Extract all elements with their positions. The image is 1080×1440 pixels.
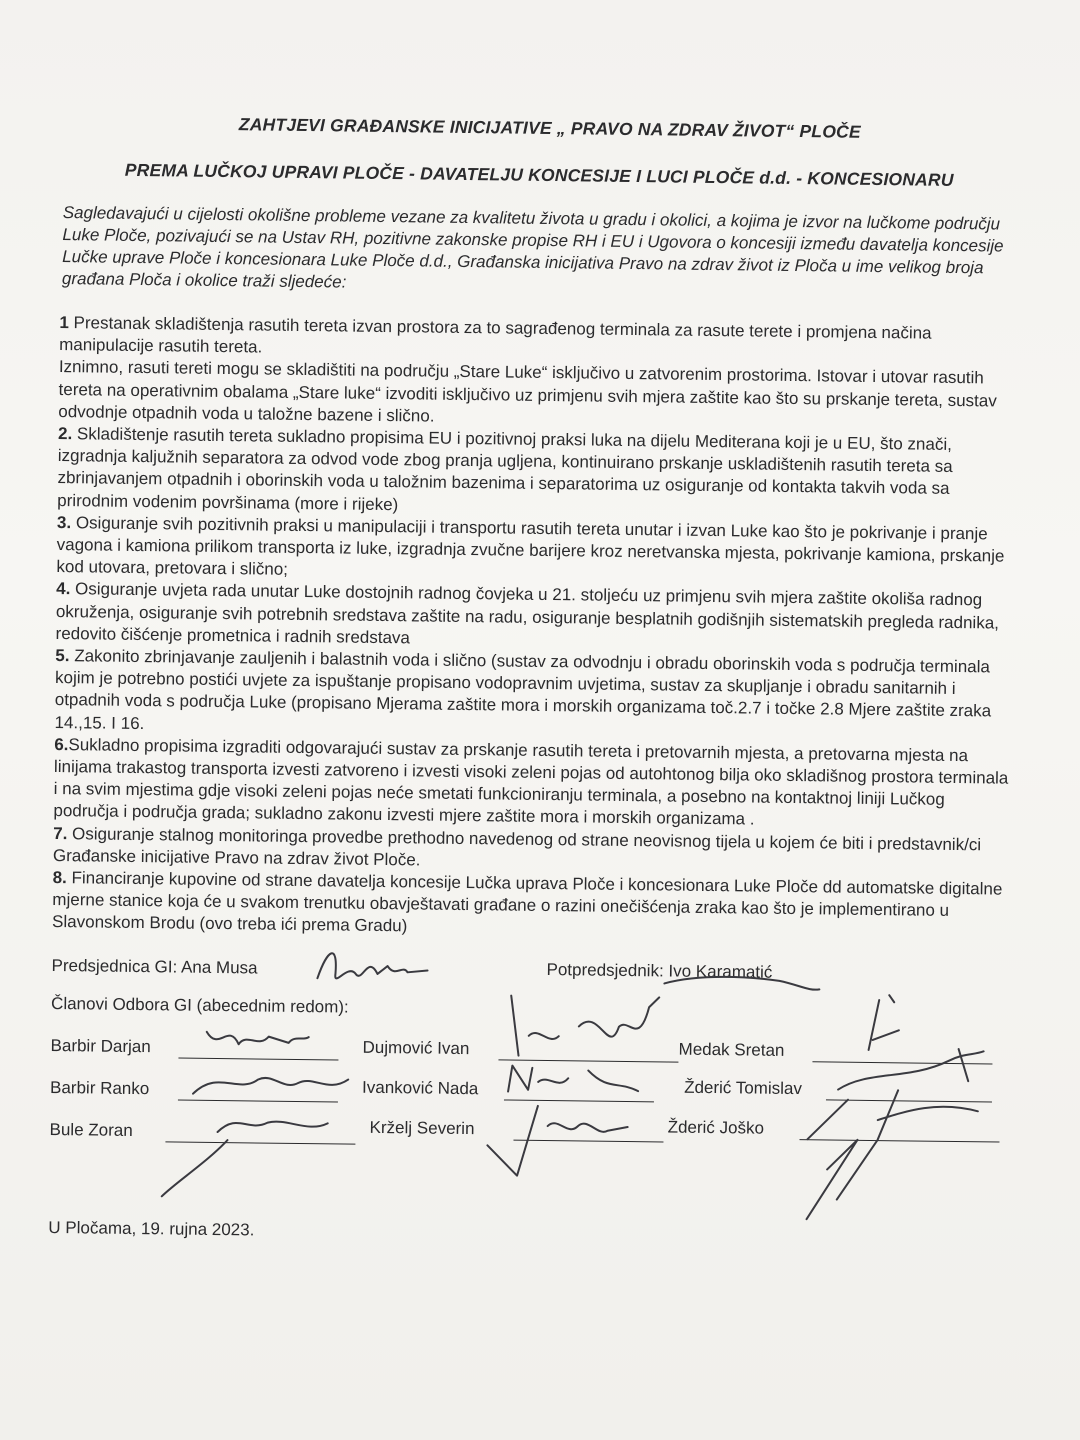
- demand-text: Osiguranje stalnog monitoringa provedbe prethodno navedenog od strane neovisnog tijela u kojem će biti i predstavnik/ci Građanske inicijative Pravo na zdrav život Ploče.: [52, 823, 982, 870]
- member-name: Dujmović Ivan: [362, 1037, 470, 1058]
- demand-item: [53, 734, 1012, 835]
- member-name: Bule Zoran: [49, 1119, 133, 1140]
- vice-president-signature: [659, 965, 829, 997]
- demand-item: [56, 512, 1015, 590]
- demand-number: 8.: [52, 868, 67, 888]
- member-signature: [766, 1078, 998, 1231]
- demand-item: [54, 645, 1013, 746]
- intro-paragraph: Sagledavajući u cijelosti okolišne probleme vezane za kvalitetu života u gradu i okolici, a kojima je izvor na lučkome području Luke Ploče, pozivajući se na Ustav RH, pozitivne zakonske propise RH i EU i Ugovora o koncesiji između davatelja koncesije Lučke uprave Ploče i koncesionara Luke Ploče d.d., Građanska inicijativa Pravo na zdrav život iz Ploča u ime velikog broja građana Ploča i okolice traži sljedeće:: [61, 203, 1004, 292]
- member-signature: [477, 1085, 668, 1207]
- member-name: Žderić Joško: [667, 1117, 765, 1138]
- board-label: Članovi Odbora GI (abecednim redom):: [50, 993, 349, 1017]
- demand-number: 2.: [57, 424, 73, 444]
- member-name: Medak Sretan: [678, 1039, 785, 1060]
- signature-block: [46, 950, 1010, 1262]
- president-label: Predsjednica GI: Ana Musa: [51, 955, 258, 978]
- demand-text: Prestanak skladištenja rasutih tereta izvan prostora za to sagrađenog terminala za rasute terete i promjena načina manipulacije rasutih tereta.: [59, 313, 932, 357]
- member-name: Barbir Darjan: [50, 1035, 151, 1056]
- vice-president-label: Potpredsjednik: Ivo Karamatić: [546, 959, 773, 982]
- demand-number: 6.: [54, 734, 69, 755]
- demand-item: [57, 423, 1016, 524]
- president-signature: [307, 943, 448, 995]
- demand-item: [52, 867, 1011, 945]
- demand-number: 7.: [53, 823, 68, 843]
- demand-number: 3.: [56, 512, 72, 532]
- document-date: U Pločama, 19. rujna 2023.: [48, 1217, 255, 1240]
- demand-number: 5.: [55, 646, 70, 666]
- document-title: ZAHTJEVI GRAĐANSKE INICIJATIVE „ PRAVO NA ZDRAV ŽIVOT“ PLOČE: [238, 114, 861, 142]
- demand-text: Osiguranje uvjeta rada unutar Luke dostojnih radnog čovjeka u 21. stoljeću uz primjenu svih mjera zaštite okoliša radnog okruženja, osiguranje svih potrebnih sredstava zaštite na radu, osiguranje besplatnih godišnjih sistematskih pregleda radnika, redovito čišćenje prometnica i radnih sredstava: [55, 579, 1000, 648]
- demand-text: Skladištenje rasutih tereta sukladno propisima EU i pozitivnoj praksi luka na dijelu Mediterana koji je u EU, što znači, izgradnja kaljužnih separatora za odvod vode zbog pranja ugljena, kontinuirano prskanje uskladištenih rasutih tereta sa zbrinjavanjem otpadnih i oborinskih voda u taložnim bazenima i separatorima uz osiguranje od kontakta takvih voda sa prirodnim vodenim površinama (more i rijeke): [57, 424, 953, 514]
- demand-text: Sukladno propisima izgraditi odgovarajući sustav za prskanje rasutih tereta i pretovarnih mjesta, a pretovarna mjesta na linijama trakastog transporta izvesti zatvoreno i izvesti visoki zeleni pojas od autohtonog bilja oko skladišnog prostora terminala i na svim mjestima gdje visoki zeleni pojas neće smetati funkcioniranju terminala, a posebno na kontaktnoj liniji Lučkog područja i područja grada; sukladno zakonu izvesti mjere zaštite mora i morskih organizama .: [53, 735, 1009, 830]
- document-page: [46, 112, 1020, 1261]
- demands-list: [52, 312, 1018, 945]
- member-name: Žderić Tomislav: [684, 1077, 803, 1098]
- member-name: Ivanković Nada: [361, 1077, 479, 1098]
- demand-text: Iznimno, rasuti tereti mogu se skladištiti na području „Stare Luke“ isključivo u zatvorenim prostorima. Istovar i utovar rasutih tereta na operativnim obalama „Stare luke“ izvoditi isključivo uz primjenu svih mjera zaštite kao što su prskanje tereta, sustav odvodnje otpadnih voda u taložne bazene i slično.: [58, 357, 997, 426]
- demand-item: [58, 356, 1017, 434]
- member-signature: [498, 985, 679, 1067]
- demand-number: 4.: [56, 579, 71, 599]
- member-name: Krželj Severin: [369, 1117, 475, 1138]
- member-signature: [198, 1021, 318, 1062]
- demand-item: [55, 578, 1014, 656]
- member-signature: [157, 1091, 348, 1203]
- demand-number: 1: [59, 313, 70, 333]
- demand-text: Zakonito zbrinjavanje zauljenih i balastnih voda i slično (sustav za odvodnju i obradu oborinskih voda s područja terminala kojim je potrebno postići uvjete za ispuštanje propisano vodopravnim uvjetima, sustav za skupljanje i obradu sanitarnih i otpadnih voda s područja Luke (propisano Mjerama zaštite mora i morskih organizama toč.2.7 i točke 2.8 Mjere zaštite zraka 14.,15. I 16.: [54, 646, 992, 733]
- demand-text: Financiranje kupovine od strane davatelja koncesije Lučka uprava Ploče i koncesionara Luke Ploče dd automatske digitalne mjerne stanice koja će u svakom trenutku obavještavati građane o razini onečišćenja zraka kao što je implementirano u Slavonskom Brodu (ovo treba ići prema Gradu): [51, 868, 1003, 936]
- member-name: Barbir Ranko: [49, 1077, 150, 1098]
- document-subtitle: PREMA LUČKOJ UPRAVI PLOČE - DAVATELJU KONCESIJE I LUCI PLOČE d.d. - KONCESIONARU: [124, 159, 954, 190]
- demand-text: Osiguranje svih pozitivnih praksi u manipulaciji i transportu rasutih tereta unutar i izvan Luke kao što je pokrivanje i pranje vagona i kamiona prilikom transporta iz luke, izgradnja zvučne barijere kroz neretvanska mjesta, pokrivanje kamiona, prskanje kod utovara, pretovara i slično;: [56, 512, 1005, 580]
